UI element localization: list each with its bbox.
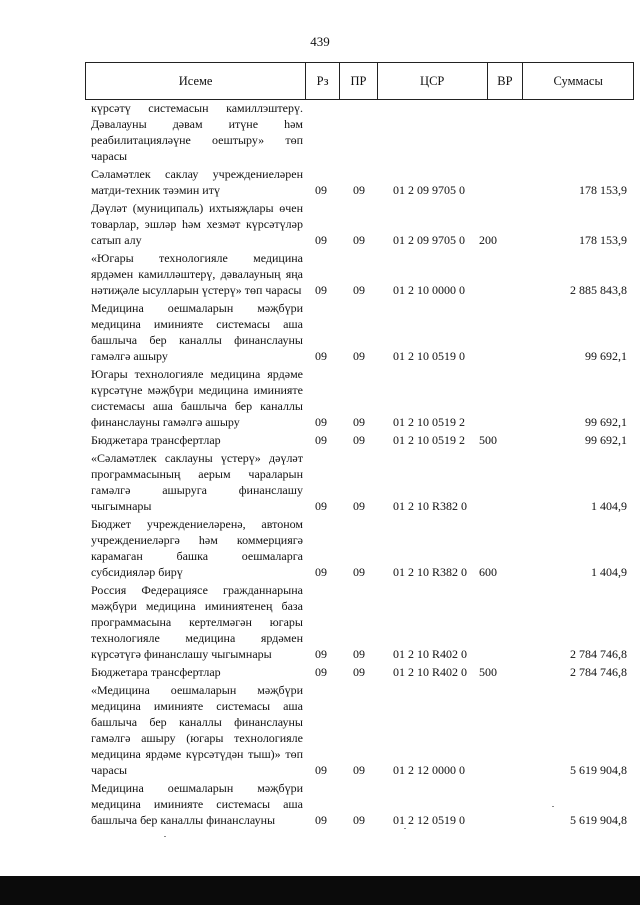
header-vr: ВР — [488, 63, 524, 99]
row-pr: 09 — [353, 647, 365, 661]
row-csr: 01 2 09 9705 0 — [393, 233, 465, 247]
row-sum: 5 619 904,8 — [570, 813, 627, 827]
row-vr: 500 — [479, 433, 497, 447]
row-pr: 09 — [353, 499, 365, 513]
row-pr: 09 — [353, 233, 365, 247]
row-sum: 5 619 904,8 — [570, 763, 627, 777]
table-row — [0, 366, 640, 430]
row-csr: 01 2 10 R402 0 — [393, 647, 468, 661]
row-rz: 09 — [315, 499, 327, 513]
table-header — [85, 62, 634, 100]
row-vr: 600 — [479, 565, 497, 579]
scan-speck — [164, 836, 166, 837]
row-rz: 09 — [315, 415, 327, 429]
row-rz: 09 — [315, 349, 327, 363]
header-pr: ПР — [340, 63, 378, 99]
row-rz: 09 — [315, 665, 327, 679]
row-sum: 2 885 843,8 — [570, 283, 627, 297]
table-row — [0, 200, 640, 248]
row-name: Бюджетара трансфертлар — [91, 665, 221, 679]
row-pr: 09 — [353, 763, 365, 777]
row-vr: 200 — [479, 233, 497, 247]
row-rz: 09 — [315, 183, 327, 197]
row-rz: 09 — [315, 763, 327, 777]
table-row — [0, 780, 640, 828]
table-row — [0, 166, 640, 198]
row-vr: 500 — [479, 665, 497, 679]
row-pr: 09 — [353, 813, 365, 827]
row-rz: 09 — [315, 565, 327, 579]
table-row — [0, 682, 640, 778]
row-name: Югары технологияле медицина ярдәме күрсәтүне мәҗбүри медицина иминияте системасы аша башлыча бер каналлы финанслауны гамәлгә ашыру — [91, 367, 303, 429]
row-csr: 01 2 10 R382 0 — [393, 499, 468, 513]
row-pr: 09 — [353, 433, 365, 447]
row-pr: 09 — [353, 415, 365, 429]
row-name: Сәламәтлек саклау учреждениеләрен матди-техник тәэмин итү — [91, 167, 303, 197]
table-row — [0, 432, 640, 448]
row-name: күрсәтү системасын камиллэштерү. Дәвалауны дәвам итүне һәм реабилитацияләүне оештыру» төп чарасы — [91, 101, 303, 163]
page-number: 439 — [310, 34, 330, 49]
row-csr: 01 2 12 0519 0 — [393, 813, 465, 827]
table-row — [0, 100, 640, 164]
row-csr: 01 2 09 9705 0 — [393, 183, 465, 197]
row-csr: 01 2 10 0519 2 — [393, 415, 465, 429]
row-csr: 01 2 10 0519 2 — [393, 433, 465, 447]
row-name: «Сәламәтлек саклауны үстерү» дәүләт программасының аерым чараларын гамәлгә ашыруга финанслашу чыгымнары — [91, 451, 303, 513]
row-csr: 01 2 10 0519 0 — [393, 349, 465, 363]
row-csr: 01 2 10 0000 0 — [393, 283, 465, 297]
row-rz: 09 — [315, 433, 327, 447]
row-rz: 09 — [315, 283, 327, 297]
row-name: «Югары технологияле медицина ярдәмен камилләштерү, дәвалауның яңа нәтиҗәле ысулларын үстерү» төп чарасы — [91, 251, 303, 297]
row-csr: 01 2 10 R402 0 — [393, 665, 468, 679]
table-row — [0, 664, 640, 680]
row-rz: 09 — [315, 813, 327, 827]
row-pr: 09 — [353, 349, 365, 363]
row-pr: 09 — [353, 565, 365, 579]
row-sum: 99 692,1 — [585, 415, 627, 429]
row-sum: 2 784 746,8 — [570, 647, 627, 661]
row-pr: 09 — [353, 283, 365, 297]
header-sum: Суммасы — [553, 73, 603, 88]
row-sum: 178 153,9 — [579, 183, 627, 197]
row-rz: 09 — [315, 233, 327, 247]
header-name: Исеме — [86, 63, 306, 99]
row-sum: 99 692,1 — [585, 349, 627, 363]
row-name: Медицина оешмаларын мәҗбүри медицина иминияте системасы аша башлыча бер каналлы финанслауны гамәлгә ашыру — [91, 301, 303, 363]
table-row — [0, 582, 640, 662]
row-sum: 2 784 746,8 — [570, 665, 627, 679]
table-row — [0, 450, 640, 514]
row-csr: 01 2 12 0000 0 — [393, 763, 465, 777]
row-name: Бюджетара трансфертлар — [91, 433, 221, 447]
row-name: «Медицина оешмаларын мәҗбүри медицина иминияте системасы аша башлыча бер каналлы финанслауны гамәлгә ашыру (югары технологияле медицина ярдәме күрсәтүдән тыш)» төп чарасы — [91, 683, 303, 777]
row-rz: 09 — [315, 647, 327, 661]
scan-edge-band — [0, 876, 640, 905]
row-sum: 178 153,9 — [579, 233, 627, 247]
row-name: Дәүләт (муниципаль) ихтыяҗлары өчен товарлар, эшләр һәм хезмәт күрсәтүләр сатып алу — [91, 201, 303, 247]
table-row — [0, 300, 640, 364]
header-csr: ЦСР — [378, 63, 488, 99]
row-name: Медицина оешмаларын мәҗбүри медицина иминияте системасы аша башлыча бер каналлы финанслауны — [91, 781, 303, 827]
row-name: Бюджет учреждениеләренә, автоном учреждениеләргә һәм коммерциягә карамаган башка оешмаларга субсидияләр бирү — [91, 517, 303, 579]
table-body — [0, 100, 640, 830]
row-pr: 09 — [353, 183, 365, 197]
table-row — [0, 250, 640, 298]
row-sum: 1 404,9 — [591, 565, 627, 579]
scan-speck — [404, 828, 406, 829]
row-sum: 1 404,9 — [591, 499, 627, 513]
row-csr: 01 2 10 R382 0 — [393, 565, 468, 579]
header-rz: Рз — [306, 63, 340, 99]
table-row — [0, 516, 640, 580]
scan-speck — [552, 806, 554, 807]
row-pr: 09 — [353, 665, 365, 679]
row-sum: 99 692,1 — [585, 433, 627, 447]
row-name: Россия Федерациясе гражданнарына мәҗбүри медицина иминиятенең база программасына кертелмәгән югары технологияле медицина ярдәмен күрсәтүгә финанслашу чыгымнары — [91, 583, 303, 661]
